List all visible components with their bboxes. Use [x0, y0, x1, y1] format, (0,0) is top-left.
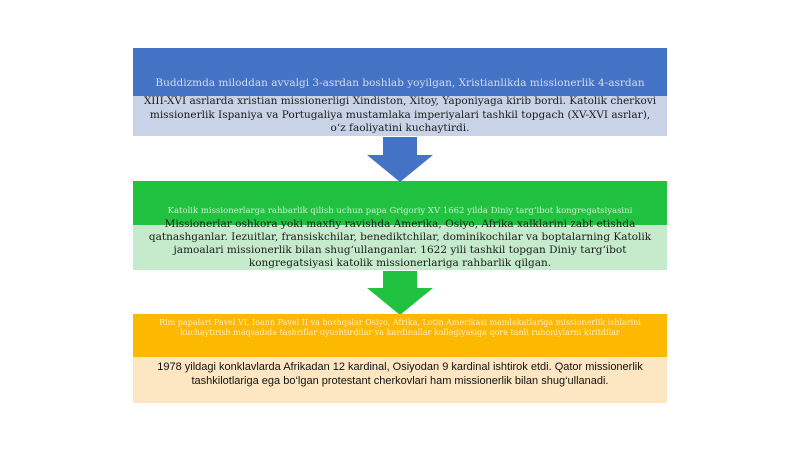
down-arrow-icon	[367, 271, 433, 315]
section-2-body-text: Missionerlar oshkora yoki maxfiy ravishda Amerika, Osiyo, Afrika xalklarini zabt etishda qatnashganlar. Iezuitlar, fransiskchilar, benediktchilar, dominikochilar va boptalarning Katolik jamoalari missionerlik bilan shug‘ullanganlar. 1622 yili tashkil topgan Diniy targ‘ibot kongregatsiyasi katolik missionerlariga rahbarlik qilgan.	[148, 218, 652, 269]
section-1-body-text: XIII-XVI asrlarda xristian missionerligi Xindiston, Xitoy, Yaponiyaga kirib bordi. Katolik cherkovi missionerlik Ispaniya va Portugaliya mustamlaka imperiyalari tashkil topgach (XV-XVI asrlar), o‘z faoliyatini kuchaytirdi.	[143, 95, 657, 134]
section-3-header-text: Rim papalari Pavel VI, Ioann Pavel II va boshqalar Osiyo, Afrika, Lotin Amerikasi mamlakatlariga missionerlik ishlarini kuchaytirish maqsadida tashriflar uyushtirdilar va kardinallar kollegiyasiga qora tanli ruhoniylarni kiritdilar	[159, 318, 641, 337]
down-arrow-icon	[367, 137, 433, 182]
section-1-header-text: Buddizmda miloddan avvalgi 3-asrdan boshlab yoyilgan, Xristianlikda missionerlik 4-asrdan	[155, 77, 645, 89]
section-3-body-text: 1978 yildagi konklavlarda Afrikadan 12 kardinal, Osiyodan 9 kardinal ishtirok etdi. Qator missionerlik tashkilotlariga ega bo‘lgan protestant cherkovlari ham missionerlik bilan shug‘ullanadi.	[157, 361, 643, 387]
section-2-header-text: Katolik missionerlarga rahbarlik qilish uchun papa Grigoriy XV 1662 yilda Diniy targ‘ibot kongregatsiyasini	[167, 206, 633, 216]
